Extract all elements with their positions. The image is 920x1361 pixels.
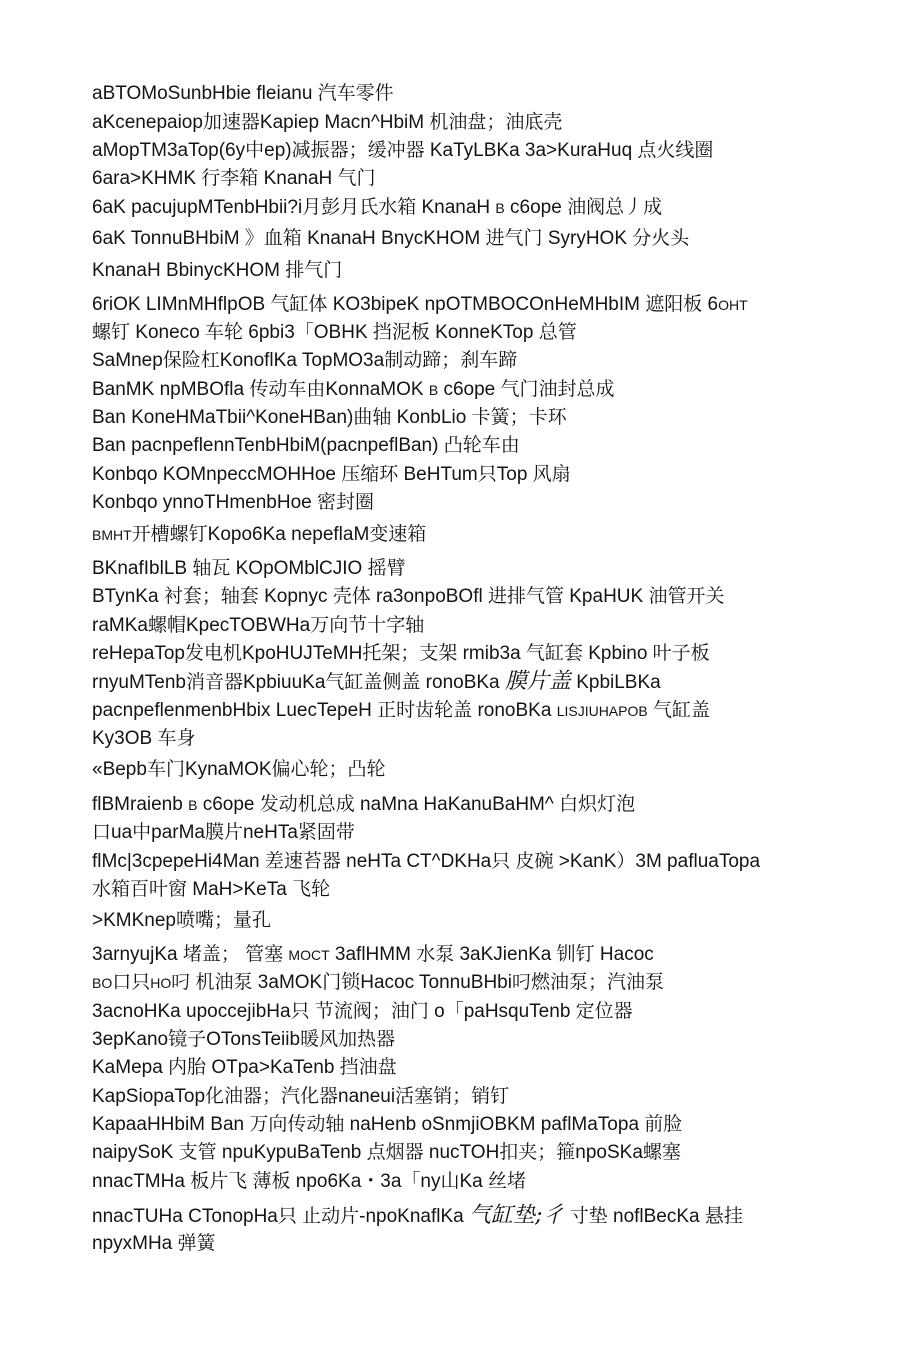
term-line: 螺钉 Koneco 车轮 6pbi3「OBHK 挡泥板 KonneKTop 总管 (92, 322, 577, 343)
term-line: naipySoK 支管 npuKypuBaTenb 点烟器 nucTOH扣夹；箍npoSKa螺塞 (92, 1142, 681, 1163)
term-line: BTynKa 衬套；轴套 Kopnyc 壳体 ra3onpoBOfl 进排气管 KpaHUK 油管开关 (92, 586, 725, 607)
term-line: 水箱百叶窗 MaH>KeTa 飞轮 (92, 879, 331, 900)
term-line: reHepaTop发电机KpoHUJTeMH托架；支架 rmib3a 气缸套 Kpbino 叶子板 (92, 643, 710, 664)
term-line: KapaaHHbiM Ban 万向传动轴 naHenb oSnmjiOBKM paflMaTopa 前脸 (92, 1114, 683, 1135)
term-line: BanMK npMBOfla 传动车由KonnaMOK B c6ope 气门油封总成 (92, 379, 615, 400)
term-line: 6aK pacujupMTenbHbii?i月彭月氏水箱 KnanaH B c6ope 油阀总丿成 (92, 197, 663, 218)
term-line: aBTOMoSunbHbie fleianu 汽车零件 (92, 83, 394, 104)
term-line: Ky3OB 车身 (92, 728, 196, 749)
term-line: KapSiopaTop化油器；汽化器naneui活塞销；销钉 (92, 1086, 510, 1107)
term-line: KaMepa 内胎 OTpa>KaTenb 挡油盘 (92, 1057, 397, 1078)
term-line: rnyuMTenb消音器KpbiuuKa气缸盖侧盖 ronoBKa 膜片盖 KpbiLBKa (92, 669, 661, 694)
term-line: SaMnep保险杠KonoflKa TopMO3a制动蹄；刹车蹄 (92, 350, 518, 371)
term-line: npyxMHa 弹簧 (92, 1233, 216, 1254)
term-line: 6aK TonnuBHbiM 》血箱 KnanaH BnycKHOM 进气门 SyryHOK 分火头 (92, 228, 690, 249)
term-line: >KMKnep喷嘴；量孔 (92, 910, 271, 931)
term-line: Konbqo KOMnpeccMOHHoe 压缩环 BeHTum只Top 风扇 (92, 464, 571, 485)
term-line: flMc|3cpepeHi4Man 差速苔器 neHTa CT^DKHa只 皮碗 >KanK）3M pafluaTopa (92, 851, 761, 872)
term-line: 3acnoHKa upoccejibHa只 节流阀；油门 o「paHsquTenb 定位器 (92, 1001, 633, 1022)
term-line: 6riOK LIMnMHflpOB 气缸体 KO3bipeK npOTMBOCOnHeMHbIM 遮阳板 6OHT (92, 294, 748, 315)
term-line: 6ara>KHMK 行李箱 KnanaH 气门 (92, 168, 376, 189)
term-line: raMKa螺帽KpecTOBWHa万向节十字轴 (92, 615, 425, 636)
term-line: Konbqo ynnoTHmenbHoe 密封圈 (92, 492, 374, 513)
term-line: 3arnyujKa 堵盖； 管塞 MOCT 3aflHMM 水泵 3aKJienKa 钏钉 Hacoc (92, 944, 654, 965)
term-line: 口ua中parMa膜片neHTa紧固带 (92, 822, 355, 843)
term-line: KnanaH BbinycKHOM 排气门 (92, 260, 343, 281)
term-line: BMHT开槽螺钉Kopo6Ka nepeflaM变速箱 (92, 524, 427, 545)
term-line: 3epKano镜子OTonsTeiib暖风加热器 (92, 1029, 396, 1050)
term-line: Ban KoneHMaTbii^KoneHBan)曲轴 KonbLio 卡簧；卡环 (92, 407, 567, 428)
term-line: nnacTUHa CTonopHa只 止动片-npoKnaflKa 气缸垫;彳 寸垫 noflBecKa 悬挂 (92, 1203, 743, 1228)
term-line: nnacTMHa 板片飞 薄板 npo6Ka・3a「ny山Ka 丝堵 (92, 1171, 526, 1192)
term-line: aMopTM3aTop(6y中ep)减振器；缓冲器 KaTyLBKa 3a>KuraHuq 点火线圈 (92, 140, 714, 161)
term-line: pacnpeflenmenbHbix LuecTepeH 正时齿轮盖 ronoBKa LISJIUHAPOB 气缸盖 (92, 700, 711, 721)
term-line: BKnafIblLB 轴瓦 KOpOMblCJIO 摇臂 (92, 558, 406, 579)
term-line: Ban pacnpeflennTenbHbiM(pacnpeflBan) 凸轮车由 (92, 435, 520, 456)
term-line: aKcenepaiop加速器Kapiep Macn^HbiM 机油盘；油底壳 (92, 112, 563, 133)
term-line: «Bepb车门KynaMOK偏心轮；凸轮 (92, 759, 386, 780)
term-line: BO口只HO叼 机油泵 3aMOK门锁Hacoc TonnuBHbi叼燃油泵；汽油泵 (92, 972, 664, 993)
term-line: flBMraienb B c6ope 发动机总成 naMna HaKanuBaHM^ 白炽灯泡 (92, 794, 636, 815)
